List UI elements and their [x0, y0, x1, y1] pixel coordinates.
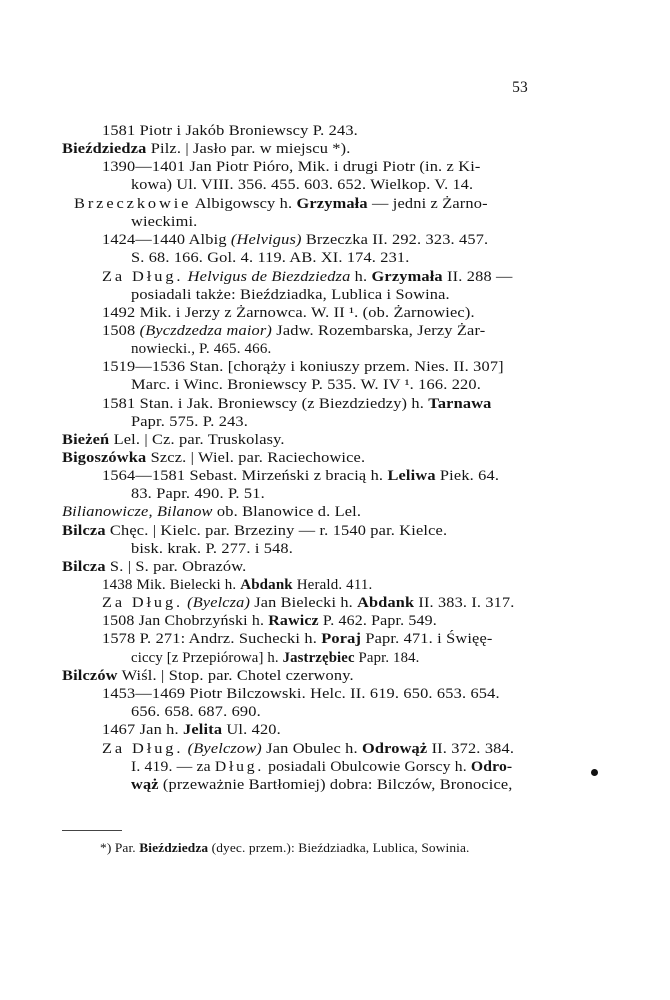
italic-term: Helvigus de Biezdziedza — [187, 269, 351, 285]
text-segment: Herald. 411. — [292, 577, 373, 593]
italic-term: (Helvigus) — [230, 232, 302, 248]
bold-term: Odrowąż — [362, 741, 428, 757]
spaced-term: Za Dług. — [102, 741, 184, 757]
bold-term: Rawicz — [268, 613, 319, 629]
text-line — [131, 776, 513, 794]
text-line — [62, 558, 246, 576]
text-segment: 1424—1440 Albig — [102, 232, 231, 248]
text-line — [102, 612, 437, 630]
text-segment: Jadw. Rozembarska, Jerzy Żar- — [272, 323, 486, 339]
italic-term: Bilianowicze, Bilanow — [62, 504, 213, 520]
text-segment: 1508 Jan Chobrzyński h. — [102, 613, 269, 629]
text-segment: II. 288 — — [442, 269, 513, 285]
text-segment: Papr. 184. — [354, 650, 420, 666]
text-line — [102, 304, 475, 322]
spaced-term: Brzeczkowie — [74, 196, 192, 212]
italic-term: (Byelcza) — [187, 595, 251, 611]
bold-term: Leliwa — [387, 468, 436, 484]
text-line — [62, 522, 447, 540]
text-segment: Jan Bielecki h. — [250, 595, 358, 611]
text-line — [102, 630, 492, 648]
text-line — [131, 249, 409, 267]
text-segment: Jan Obulec h. — [261, 741, 363, 757]
text-segment: Pilz. | Jasło par. w miejscu *). — [146, 141, 351, 157]
text-line — [131, 340, 271, 358]
text-segment: Papr. 471. i Święę- — [361, 631, 493, 647]
footnote-text: (dyec. przem.): Bieździadka, Lublica, Sowinia. — [208, 841, 470, 855]
text-segment: 1467 Jan h. — [102, 722, 184, 738]
text-line — [74, 195, 488, 213]
bold-term: Jelita — [183, 722, 223, 738]
text-segment: ciccy [z Przepiórowa] h. — [131, 650, 283, 666]
text-line — [62, 449, 365, 467]
text-segment: posiadali Obulcowie Gorscy h. — [264, 759, 471, 775]
text-line — [102, 576, 372, 594]
text-segment: kowa) Ul. VIII. 356. 455. 603. 652. Wielkop. V. 14. — [131, 177, 474, 193]
text-segment: 1581 Piotr i Jakób Broniewscy P. 243. — [102, 123, 358, 139]
bold-term: Bigoszówka — [62, 450, 147, 466]
text-segment: wieckimi. — [131, 214, 198, 230]
text-segment: h. — [350, 269, 372, 285]
text-line — [62, 140, 351, 158]
text-segment: 1578 P. 271: Andrz. Suchecki h. — [102, 631, 322, 647]
text-line — [102, 467, 499, 485]
text-segment: S. 68. 166. Gol. 4. 119. AB. XI. 174. 231. — [131, 250, 410, 266]
footnote-bold-term: Bieździedza — [139, 841, 209, 855]
text-line — [131, 758, 512, 776]
text-segment: — jedni z Żarno- — [367, 196, 488, 212]
text-line — [131, 540, 293, 558]
text-line — [102, 594, 514, 612]
text-line — [62, 667, 354, 685]
margin-dot-mark — [591, 769, 598, 776]
text-segment: II. 372. 384. — [427, 741, 515, 757]
text-line — [102, 268, 513, 286]
text-segment: II. 383. I. 317. — [414, 595, 515, 611]
text-line — [102, 740, 514, 758]
text-segment: Wiśl. | Stop. par. Chotel czerwony. — [117, 668, 354, 684]
italic-term: (Byelczow) — [187, 741, 262, 757]
spaced-term: Dług. — [214, 759, 265, 775]
text-line — [102, 358, 504, 376]
text-segment: 1519—1536 Stan. [chorąży i koniuszy przem. Nies. II. 307] — [102, 359, 504, 375]
bold-term: Abdank — [240, 577, 293, 593]
text-line — [102, 231, 488, 249]
bold-term: Grzymała — [296, 196, 368, 212]
text-segment: 1453—1469 Piotr Bilczowski. Helc. II. 619. 650. 653. 654. — [102, 686, 500, 702]
text-segment: posiadali także: Bieździadka, Lublica i Sowina. — [131, 287, 450, 303]
text-line — [131, 649, 419, 667]
bold-term: Poraj — [321, 631, 362, 647]
text-segment: 1492 Mik. i Jerzy z Żarnowca. W. II ¹. (ob. Żarnowiec). — [102, 305, 475, 321]
text-segment: Marc. i Winc. Broniewscy P. 535. W. IV ¹. 166. 220. — [131, 377, 481, 393]
text-segment: Szcz. | Wiel. par. Raciechowice. — [146, 450, 366, 466]
text-segment: Brzeczka II. 292. 323. 457. — [301, 232, 489, 248]
text-segment: Lel. | Cz. par. Truskolasy. — [109, 432, 285, 448]
bold-term: Bilcza — [62, 523, 106, 539]
bold-term: Bilcza — [62, 559, 106, 575]
text-line — [131, 703, 261, 721]
text-line — [102, 122, 358, 140]
text-segment: Chęc. | Kielc. par. Brzeziny — r. 1540 par. Kielce. — [105, 523, 448, 539]
bold-term: Jastrzębiec — [282, 650, 355, 666]
text-line — [102, 322, 485, 340]
italic-term: (Byczdzedza maior) — [139, 323, 273, 339]
text-line — [131, 176, 473, 194]
text-line — [62, 503, 361, 521]
text-line — [131, 286, 450, 304]
text-segment: Albigowscy h. — [191, 196, 297, 212]
text-segment: S. | S. par. Obrazów. — [105, 559, 247, 575]
text-line — [131, 376, 481, 394]
text-line — [102, 721, 281, 739]
spaced-term: Za Dług. — [102, 595, 183, 611]
text-line — [102, 158, 481, 176]
text-segment: ob. Blanowice d. Lel. — [212, 504, 362, 520]
text-segment: 1438 Mik. Bielecki h. — [102, 577, 241, 593]
text-segment: 656. 658. 687. 690. — [131, 704, 261, 720]
bold-term: Bilczów — [62, 668, 118, 684]
page-number: 53 — [512, 79, 528, 96]
text-segment: I. 419. — za — [131, 759, 215, 775]
text-segment: (przeważnie Bartłomiej) dobra: Bilczów, Bronocice, — [158, 777, 513, 793]
bold-term: Abdank — [357, 595, 415, 611]
text-line — [131, 213, 197, 231]
bold-term: Odro- — [470, 759, 513, 775]
text-segment: bisk. krak. P. 277. i 548. — [131, 541, 293, 557]
footnote-rule — [62, 830, 122, 831]
bold-term: Bieżeń — [62, 432, 110, 448]
text-segment: 1508 — [102, 323, 140, 339]
footnote-text: *) Par. — [100, 841, 140, 855]
text-line — [131, 413, 248, 431]
text-line — [131, 485, 265, 503]
spaced-term: Za Dług. — [102, 269, 184, 285]
bold-term: Bieździedza — [62, 141, 147, 157]
text-segment: 1390—1401 Jan Piotr Pióro, Mik. i drugi Piotr (in. z Ki- — [102, 159, 481, 175]
text-line — [102, 685, 500, 703]
text-segment: nowiecki., P. 465. 466. — [131, 341, 272, 357]
text-line — [102, 395, 492, 413]
bold-term: Tarnawa — [428, 396, 492, 412]
footnote — [100, 840, 469, 856]
text-segment: Ul. 420. — [222, 722, 281, 738]
bold-term: wąż — [131, 777, 159, 793]
bold-term: Grzymała — [371, 269, 443, 285]
text-segment: 1564—1581 Sebast. Mirzeński z bracią h. — [102, 468, 388, 484]
text-line — [62, 431, 285, 449]
text-segment: Papr. 575. P. 243. — [131, 414, 249, 430]
text-segment: 83. Papr. 490. P. 51. — [131, 486, 265, 502]
text-segment: Piek. 64. — [435, 468, 500, 484]
text-segment: 1581 Stan. i Jak. Broniewscy (z Biezdziedzy) h. — [102, 396, 429, 412]
text-segment: P. 462. Papr. 549. — [318, 613, 437, 629]
